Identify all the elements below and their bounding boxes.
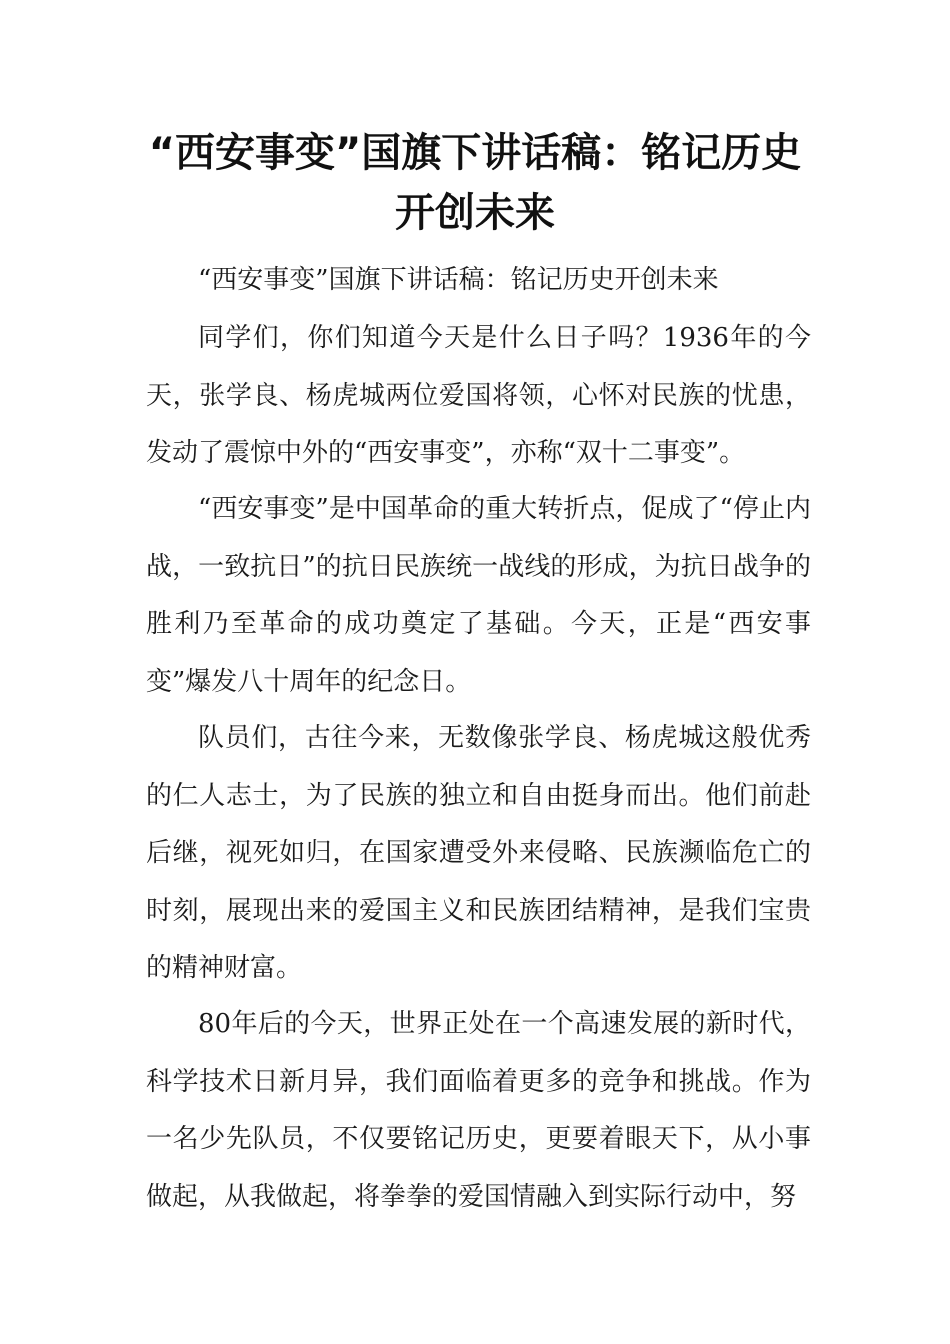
paragraph-4-block [146, 996, 811, 1226]
document-title-line2: 开创未来 [395, 190, 555, 236]
paragraph-3-block [146, 710, 811, 998]
paragraph-1: 同学们，你们知道今天是什么日子吗？1936年的今天，张学良、杨虎城两位爱国将领，心怀对民族的忧患，发动了震惊中外的“西安事变”，亦称“双十二事变”。 [146, 323, 811, 468]
paragraph-2: “西安事变”是中国革命的重大转折点，促成了“停止内战，一致抗日”的抗日民族统一战线的形成，为抗日战争的胜利乃至革命的成功奠定了基础。今天，正是“西安事变”爆发八十周年的纪念日。 [146, 494, 811, 697]
document-subtitle: “西安事变”国旗下讲话稿：铭记历史开创未来 [198, 265, 719, 295]
document-subtitle-block [146, 252, 811, 310]
document-title-line1: “西安事变”国旗下讲话稿：铭记历史 [148, 130, 802, 176]
paragraph-2-block [146, 481, 811, 711]
paragraph-1-block [146, 310, 811, 483]
paragraph-3: 队员们，古往今来，无数像张学良、杨虎城这般优秀的仁人志士，为了民族的独立和自由挺身而出。他们前赴后继，视死如归，在国家遭受外来侵略、民族濒临危亡的时刻，展现出来的爱国主义和民族团结精神，是我们宝贵的精神财富。 [146, 723, 811, 983]
paragraph-4: 80年后的今天，世界正处在一个高速发展的新时代，科学技术日新月异，我们面临着更多的竞争和挑战。作为一名少先队员，不仅要铭记历史，更要着眼天下，从小事做起，从我做起，将拳拳的爱国情融入到实际行动中，努 [146, 1009, 811, 1212]
